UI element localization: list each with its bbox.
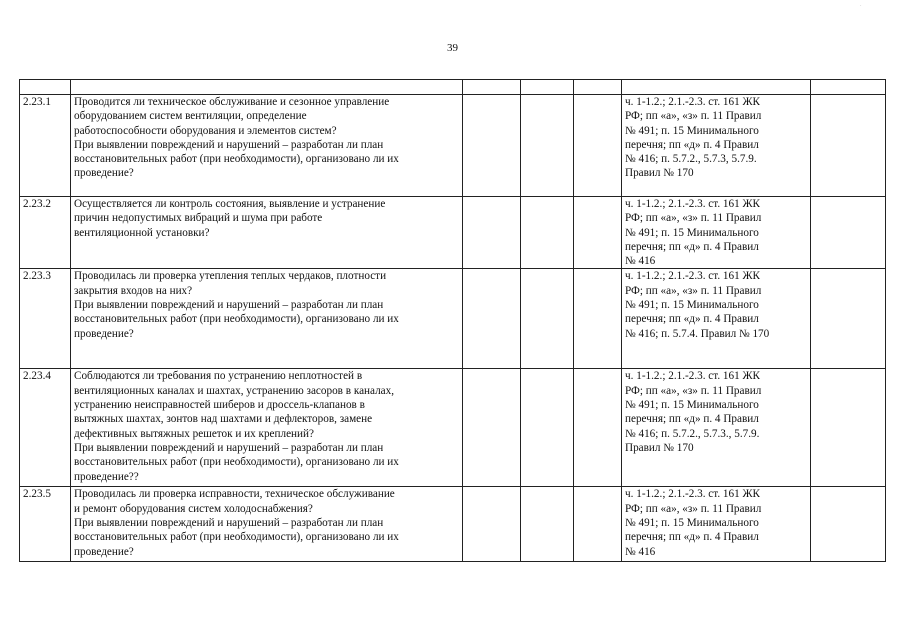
answer-na-cell — [574, 369, 622, 487]
answer-no-cell — [521, 197, 574, 269]
notes-cell — [811, 95, 886, 197]
answer-yes-cell — [463, 95, 521, 197]
reference-line: ч. 1-1.2.; 2.1.-2.3. ст. 161 ЖК — [625, 198, 760, 210]
question-line: оборудованием систем вентиляции, определение — [74, 110, 307, 123]
answer-no-cell — [521, 369, 574, 487]
question-line: вентиляционных каналах и шахтах, устранению засоров в каналах, — [74, 384, 395, 397]
question-cell — [71, 487, 463, 562]
item-number: 2.23.2 — [20, 197, 71, 269]
answer-no-cell — [521, 487, 574, 562]
question-line: восстановительных работ (при необходимости), организовано ли их — [74, 153, 399, 166]
question-line: проведение? — [74, 545, 134, 558]
question-line: восстановительных работ (при необходимости), организовано ли их — [74, 313, 399, 326]
notes-cell — [811, 369, 886, 487]
reference-line: № 491; п. 15 Минимального — [625, 124, 759, 137]
page-number: 39 — [447, 42, 458, 54]
reference-line: перечня; пп «д» п. 4 Правил — [625, 531, 759, 544]
answer-na-cell — [574, 487, 622, 562]
question-line: закрытия входов на них? — [74, 284, 193, 297]
reference-line: РФ; пп «а», «з» п. 11 Правил — [625, 284, 762, 297]
header-cell — [574, 80, 622, 95]
reference-line: ч. 1-1.2.; 2.1.-2.3. ст. 161 ЖК — [625, 96, 760, 108]
notes-cell — [811, 487, 886, 562]
answer-na-cell — [574, 197, 622, 269]
question-line: При выявлении повреждений и нарушений – разработан ли план — [74, 441, 384, 454]
reference-line: перечня; пп «д» п. 4 Правил — [625, 138, 759, 151]
answer-yes-cell — [463, 269, 521, 369]
question-line: При выявлении повреждений и нарушений – разработан ли план — [74, 517, 384, 530]
answer-yes-cell — [463, 487, 521, 562]
reference-line: № 416 — [625, 255, 656, 268]
answer-na-cell — [574, 95, 622, 197]
reference-line: № 416; п. 5.7.2., 5.7.3., 5.7.9. — [625, 427, 760, 440]
answer-no-cell — [521, 269, 574, 369]
question-line: Проводилась ли проверка утепления теплых чердаков, плотности — [74, 270, 387, 283]
legal-reference-cell — [622, 369, 811, 487]
legal-reference-cell — [622, 95, 811, 197]
header-cell — [811, 80, 886, 95]
question-line: проведение? — [74, 327, 134, 340]
question-line: устранению неисправностей шиберов и дроссель-клапанов в — [74, 399, 365, 412]
answer-no-cell — [521, 95, 574, 197]
table-row — [20, 197, 886, 269]
question-cell — [71, 269, 463, 369]
item-number: 2.23.5 — [20, 487, 71, 562]
question-line: причин недопустимых вибраций и шума при работе — [74, 212, 323, 225]
legal-reference-cell — [622, 197, 811, 269]
item-number: 2.23.4 — [20, 369, 71, 487]
reference-line: № 491; п. 15 Минимального — [625, 226, 759, 239]
question-cell — [71, 369, 463, 487]
question-line: Осуществляется ли контроль состояния, выявление и устранение — [74, 198, 386, 210]
question-line: Проводилась ли проверка исправности, техническое обслуживание — [74, 488, 395, 501]
item-number: 2.23.1 — [20, 95, 71, 197]
reference-line: Правил № 170 — [625, 167, 694, 180]
question-line: работоспособности оборудования и элементов систем? — [74, 124, 337, 137]
question-line: Соблюдаются ли требования по устранению неплотностей в — [74, 370, 363, 383]
reference-line: перечня; пп «д» п. 4 Правил — [625, 240, 759, 253]
legal-reference-cell — [622, 487, 811, 562]
item-number: 2.23.3 — [20, 269, 71, 369]
question-line: дефективных вытяжных решеток и их креплений? — [74, 427, 314, 440]
question-line: При выявлении повреждений и нарушений – разработан ли план — [74, 299, 384, 312]
notes-cell — [811, 197, 886, 269]
reference-line: перечня; пп «д» п. 4 Правил — [625, 413, 759, 426]
header-cell — [521, 80, 574, 95]
reference-line: № 416; п. 5.7.4. Правил № 170 — [625, 327, 770, 340]
reference-line: № 491; п. 15 Минимального — [625, 399, 759, 412]
reference-line: Правил № 170 — [625, 441, 694, 454]
question-line: восстановительных работ (при необходимости), организовано ли их — [74, 456, 399, 469]
answer-yes-cell — [463, 369, 521, 487]
header-cell — [20, 80, 71, 95]
reference-line: № 491; п. 15 Минимального — [625, 517, 759, 530]
table-header-row — [20, 80, 886, 95]
question-line: вентиляционной установки? — [74, 226, 210, 239]
header-cell — [71, 80, 463, 95]
answer-yes-cell — [463, 197, 521, 269]
question-line: Проводится ли техническое обслуживание и сезонное управление — [74, 96, 390, 108]
reference-line: ч. 1-1.2.; 2.1.-2.3. ст. 161 ЖК — [625, 370, 760, 383]
reference-line: РФ; пп «а», «з» п. 11 Правил — [625, 212, 762, 225]
reference-line: ч. 1-1.2.; 2.1.-2.3. ст. 161 ЖК — [625, 270, 760, 283]
checklist-table — [19, 79, 886, 562]
answer-na-cell — [574, 269, 622, 369]
scan-speck: . — [860, 2, 862, 8]
table-row — [20, 487, 886, 562]
question-cell — [71, 95, 463, 197]
reference-line: РФ; пп «а», «з» п. 11 Правил — [625, 110, 762, 123]
reference-line: № 491; п. 15 Минимального — [625, 299, 759, 312]
reference-line: перечня; пп «д» п. 4 Правил — [625, 313, 759, 326]
legal-reference-cell — [622, 269, 811, 369]
notes-cell — [811, 269, 886, 369]
reference-line: РФ; пп «а», «з» п. 11 Правил — [625, 384, 762, 397]
table-row — [20, 369, 886, 487]
question-line: и ремонт оборудования систем холодоснабжения? — [74, 502, 313, 515]
reference-line: № 416; п. 5.7.2., 5.7.3, 5.7.9. — [625, 153, 757, 166]
question-line: вытяжных шахтах, зонтов над шахтами и дефлекторов, замене — [74, 413, 373, 426]
table-row — [20, 95, 886, 197]
question-line: проведение?? — [74, 470, 139, 483]
question-line: восстановительных работ (при необходимости), организовано ли их — [74, 531, 399, 544]
question-line: При выявлении повреждений и нарушений – разработан ли план — [74, 138, 384, 151]
header-cell — [463, 80, 521, 95]
table-row — [20, 269, 886, 369]
reference-line: № 416 — [625, 545, 656, 558]
question-cell — [71, 197, 463, 269]
reference-line: ч. 1-1.2.; 2.1.-2.3. ст. 161 ЖК — [625, 488, 760, 501]
header-cell — [622, 80, 811, 95]
reference-line: РФ; пп «а», «з» п. 11 Правил — [625, 502, 762, 515]
question-line: проведение? — [74, 167, 134, 180]
